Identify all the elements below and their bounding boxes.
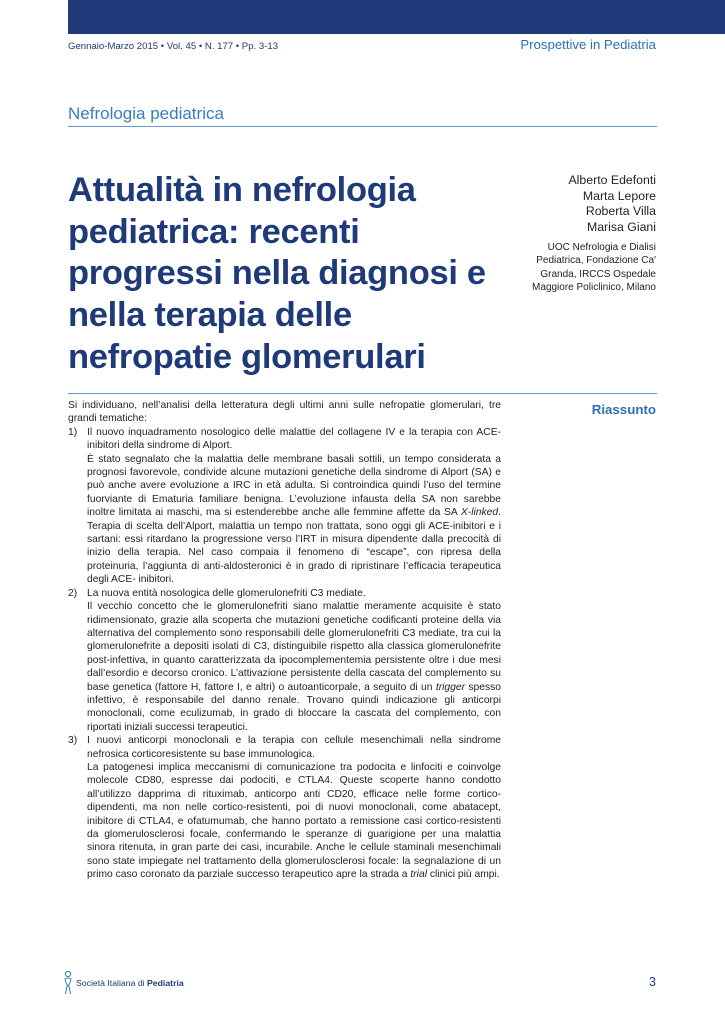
abstract-label: Riassunto [591, 402, 656, 417]
italic-term: trial [410, 869, 427, 881]
item-number: 2) [68, 587, 78, 599]
item-number: 1) [68, 426, 78, 438]
italic-term: X-linked [460, 507, 499, 519]
article-title: Attualità in nefrologia pediatrica: recenti progressi nella diagnosi e nella terapia delle nefropatie glomerulari [68, 171, 486, 376]
top-color-bar [68, 0, 725, 34]
journal-name: Prospettive in Pediatria [520, 37, 656, 52]
page-number: 3 [649, 975, 656, 989]
author-name: Marisa Giani [586, 219, 656, 234]
abstract-intro: Si individuano, nell’analisi della letteratura degli ultimi anni sulle nefropatie glomerulari, tre grandi tematiche: [68, 400, 501, 425]
author-name: Marta Lepore [582, 188, 656, 203]
abstract-rule [68, 393, 657, 394]
society-logo [62, 970, 184, 996]
abstract-body [68, 399, 501, 882]
italic-term: trigger [435, 681, 466, 693]
author-name: Roberta Villa [585, 204, 656, 219]
item-number: 3) [68, 735, 78, 747]
author-name: Alberto Edefonti [568, 173, 656, 187]
author-list [568, 173, 656, 235]
issue-info: Gennaio-Marzo 2015 • Vol. 45 • N. 177 • Pp. 3-13 [68, 41, 279, 52]
item-text: Il vecchio concetto che le glomerulonefriti siano malattie meramente acquisite è stato ridimensionato, grazie alla scoperta che mutazioni genetiche codificanti proteine della via alternativa del complemento sono responsabili delle glomerulonefriti C3 mediate, tra cui la glomerulonefrite a depositi isolati di C3, distinguibile rispetto alla classica glomerulonefrite post-infettiva, in quanto caratterizzata da ipocomplementemia persistente oltre i due mesi dall’esordio e decorso cronico. L’attivazione persistente della cascata del complemento su base genetica (fattore H, fattore I, e altri) o autoanticorpale, a seguito di un trigger spesso infettivo, è responsabile del danno renale. Trovano quindi indicazione gli anticorpi monoclonali, come eculizumab, in grado di bloccare la cascata del complemento, con riportati iniziali successi terapeutici. [87, 601, 501, 733]
item-heading: Il nuovo inquadramento nosologico delle malattie del collagene IV e la terapia con ACE-inibitori della sindrome di Alport. [87, 426, 501, 452]
section-title: Nefrologia pediatrica [68, 104, 224, 123]
author-affiliation: UOC Nefrologia e Dialisi Pediatrica, Fondazione Ca' Granda, IRCCS Ospedale Maggiore Policlinico, Milano [532, 242, 656, 293]
society-name: Società Italiana di Pediatria [76, 978, 184, 988]
item-heading: La nuova entità nosologica delle glomerulonefriti C3 mediate. [87, 587, 366, 599]
child-figure-icon [62, 970, 74, 996]
item-heading: I nuovi anticorpi monoclonali e la terapia con cellule mesenchimali nella sindrome nefrosica corticoresistente su base immunologica. [87, 735, 501, 760]
item-text: È stato segnalato che la malattia delle membrane basali sottili, un tempo considerata a prognosi favorevole, condivide alcune mutazioni genetiche della sindrome di Alport (SA) e può anche avere evoluzione a IRC in età adulta. Si controindica quindi l’uso del termine fuorviante di Ematuria familiare benigna. L’evoluzione infausta della SA non sarebbe inoltre limitata ai maschi, ma si estenderebbe anche alle femmine affette da SA X-linked. Terapia di scelta dell’Alport, malattia un tempo non trattata, sono oggi gli ACE-inibitori e i sartani: essi ritardano la progressione verso l’IRT in misura dipendente dalla precocità di inizio della terapia. Nel caso compaia il fenomeno di “escape”, con ripresa della proteinuria, l’aggiunta di anti-aldosteronici è in grado di ripristinare l’efficacia terapeutica degli ACE- inibitori. [87, 453, 501, 586]
abstract-item [68, 587, 501, 734]
item-text: La patogenesi implica meccanismi di comunicazione tra podocita e linfociti e coinvolge molecole CD80, espresse dai podociti, e CTLA4. Queste scoperte hanno condotto all’utilizzo dapprima di rituximab, anticorpo anti CD20, efficace nelle forme cortico-dipendenti, ma non nelle cortico-resistenti, poi di nuovi monoclonali, come abatacept, inibitore di CTLA4, e ofatumumab, che hanno portato a remissione casi cortico-resistenti da glomerulosclerosi focale, confermando le speranze di guarigione per una malattia sinora ritenuta, in gran parte dei casi, incurabile. Anche le cellule staminali mesenchimali sono state impiegate nel trattamento della glomerulosclerosi focale: la segnalazione di un primo caso coronato da parziale successo terapeutico apre la strada a trial clinici più ampi. [87, 761, 501, 881]
abstract-item [68, 426, 501, 587]
section-rule [68, 126, 657, 127]
abstract-item [68, 734, 501, 881]
